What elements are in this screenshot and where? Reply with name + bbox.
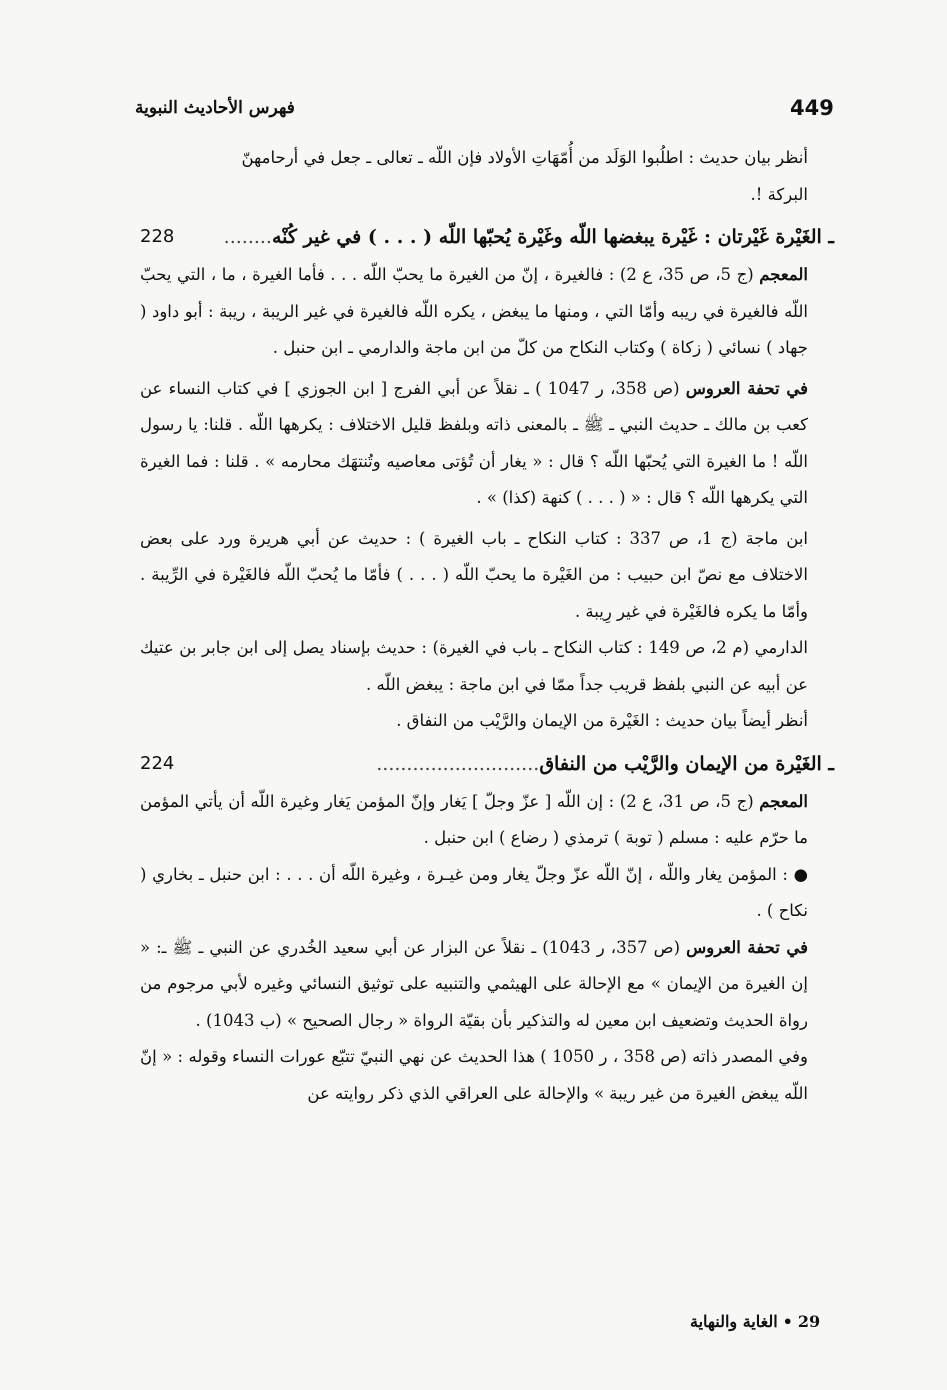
entry-heading-2-ref: 224 [140, 752, 175, 774]
running-title: فهرس الأحاديث النبوية [135, 98, 295, 118]
page-footer [690, 1312, 820, 1331]
entry2-tuhfa [140, 930, 808, 1040]
entry2-mujam-text: (ج 5، ص 31، ع 2) : إن اللّه [ عزّ وجلّ ] يَغار وإنّ المؤمن يَغار وغيرة اللّه أن يأتي المؤمن ما حرّم عليه : مسلم ( توبة ) ترمذي ( رضاع ) ابن حنبل . [140, 791, 808, 847]
entry1-mujam-label: المعجم [759, 265, 808, 284]
entry1-tuhfa [140, 371, 808, 517]
entry2-mujam [140, 784, 808, 857]
entry-heading-2-dots: ........................... [376, 752, 540, 775]
entry2-tuhfa-label: في تحفة العروس [686, 937, 809, 957]
intro-line-2: البركة !. [750, 184, 808, 204]
intro-line-1: أنظر بيان حديث : اطلُبوا الوَلَد من أُمّهَاتِ الأولاد فإن اللّه ـ تعالى ـ جعل في أرحامهنّ [241, 148, 808, 167]
entry-heading-1-text: ـ الغَيْرة غَيْرتان : غَيْرة يبغضها اللّه وغَيْرة يُحبّها اللّه ( . . . ) في غير كُنْه [271, 226, 834, 248]
entry-heading-1-dots: ........ [223, 226, 272, 248]
entry2-masdar: وفي المصدر ذاته (ص 358 ، ر 1050 ) هذا الحديث عن نهي النبيّ تتبّع عورات النساء وقوله : « إنّ اللّه يبغض الغيرة من غير ريبة » والإحالة على العراقي الذي ذكر روايته عن [140, 1047, 808, 1103]
entry2-mujam-label: المعجم [759, 791, 808, 811]
page-body [140, 140, 834, 1112]
footer-bullet: • [782, 1312, 793, 1331]
entry2-tuhfa-text: (ص 357، ر 1043) ـ نقلاً عن البزار عن أبي سعيد الخُدري عن النبي ـ ﷺ ـ: « إن الغيرة من الإيمان » مع الإحالة على الهيثمي والتنبيه على توثيق النسائي وغيره لأبي مرجوم من رواة الحديث وتضعيف ابن معين له والتذكير بأن بقيّة الرواة « رجال الصحيح » (ب 1043) . [140, 937, 808, 1030]
entry1-tuhfa-text: (ص 358، ر 1047 ) ـ نقلاً عن أبي الفرج [ ابن الجوزي ] في كتاب النساء عن كعب بن مالك ـ حديث النبي ـ ﷺ ـ بالمعنى ذاته وبلفظ قليل الاختلاف : يكرهها اللّه . قلنا: يا رسول اللّه ! ما الغيرة التي يُحبّها اللّه ؟ قال : « يغار أن تُؤتى معاصيه وتُنتهَك محارمه » . قلنا : فما الغيرة التي يكرهها اللّه ؟ قال : « ( . . . ) كنهة (كذا) » . [140, 378, 808, 507]
entry1-mujam-text: (ج 5، ص 35، ع 2) : فالغيرة ، إنّ من الغيرة ما يحبّ اللّه . . . فأما الغيرة ، ما ، التي يحبّ اللّه فالغيرة في ريبه وأمّا التي ، ومنها ما يبغض ، يكره اللّه فالغيرة في غير الريبة ، ريبة : أبو داود ( جهاد ) نسائي ( زكاة ) وكتاب النكاح من كلّ من ابن ماجة والدارمي ـ ابن حنبل . [140, 265, 809, 357]
entry-heading-2 [140, 744, 834, 784]
entry1-mujam [140, 257, 808, 367]
footer-title: الغاية والنهاية [690, 1312, 778, 1331]
entry1-see-also: أنظر أيضاً بيان حديث : الغَيْرة من الإيمان والرَّيْب من النفاق . [396, 711, 808, 730]
footer-number: 29 [797, 1312, 821, 1331]
entry-heading-1-ref: 228 [140, 226, 175, 247]
page-number: 449 [790, 96, 834, 120]
entry2-bullet: ● : المؤمن يغار واللّه ، إنّ اللّه عزّ وجلّ يغار ومن غيـرة ، وغيرة اللّه أن . . . : ابن حنبل ـ بخاري ( نكاح ) . [140, 864, 808, 920]
running-header [135, 96, 834, 124]
entry-heading-2-text: ـ الغَيْرة من الإيمان والرَّيْب من النفاق [539, 752, 834, 775]
entry-heading-1 [140, 217, 834, 257]
entry1-tuhfa-label: في تحفة العروس [685, 378, 808, 398]
entry1-darimi: الدارمي (م 2، ص 149 : كتاب النكاح ـ باب في الغيرة) : حديث بإسناد يصل إلى ابن جابر بن عتيك عن أبيه عن النبي بلفظ قريب جداً ممّا في ابن ماجة : يبغض اللّه . [140, 638, 808, 694]
entry1-ibn-majah: ابن ماجة (ج 1، ص 337 : كتاب النكاح ـ باب الغيرة ) : حديث عن أبي هريرة ورد على بعض الاختلاف مع نصّ ابن حبيب : من الغَيْرة ما يحبّ اللّه ( . . . ) فأمّا ما يُحبّ اللّه فالغَيْرة في الرِّيبة . وأمّا ما يكره فالغَيْرة في غير رِيبة . [140, 528, 808, 621]
